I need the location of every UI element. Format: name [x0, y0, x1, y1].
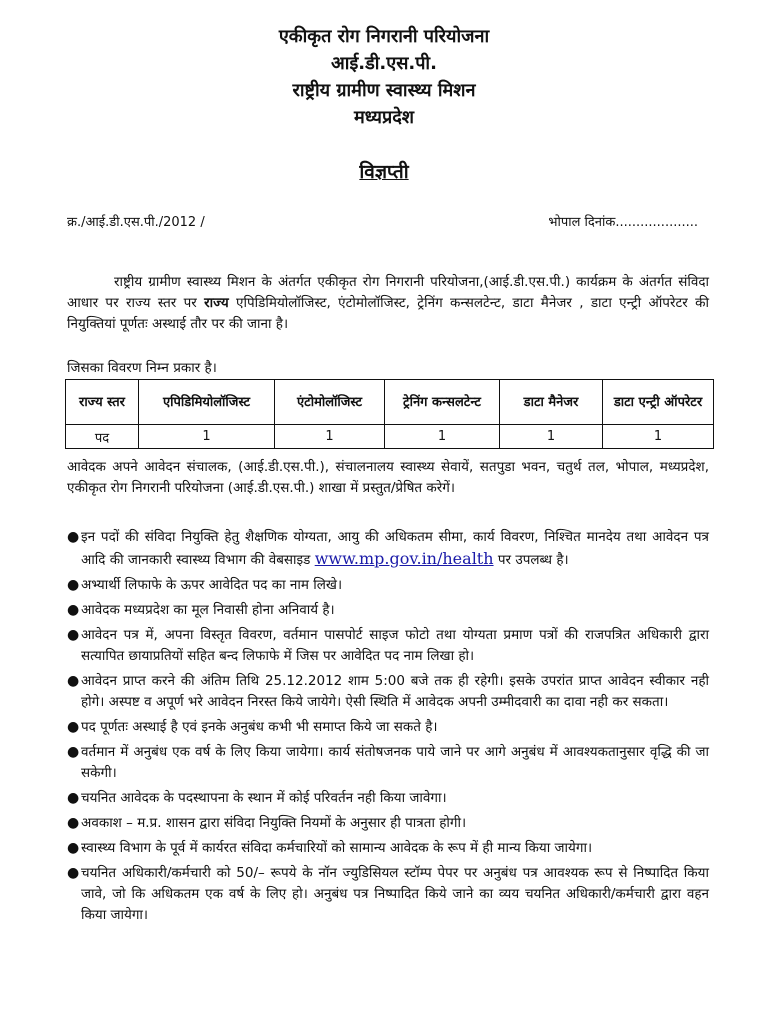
vacancy-table — [65, 379, 714, 449]
conditions-list — [67, 527, 709, 930]
bullet-icon: ● — [67, 627, 80, 643]
header-line-project: एकीकृत रोग निगरानी परियोजना — [278, 26, 490, 47]
bullet-icon: ● — [67, 577, 80, 593]
bullet-icon: ● — [67, 744, 80, 760]
bullet-icon: ● — [67, 865, 80, 881]
table-cell: 1 — [603, 425, 714, 449]
table-header-cell: ट्रेनिंग कन्सलटेन्ट — [385, 380, 500, 425]
bullet-icon: ● — [67, 790, 80, 806]
table-cell: 1 — [139, 425, 275, 449]
list-item: ● स्वास्थ्य विभाग के पूर्व में कार्यरत संविदा कर्मचारियों को सामान्य आवेदक के रूप में ही मान्य किया जायेगा। — [67, 838, 709, 859]
bullet-icon: ● — [67, 719, 80, 735]
table-header-cell: डाटा एन्ट्री ऑपरेटर — [603, 380, 714, 425]
table-cell-label: पद — [66, 425, 139, 449]
list-item: ● आवेदन प्राप्त करने की अंतिम तिथि 25.12.2012 शाम 5:00 बजे तक ही रहेगी। इसके उपरांत प्राप्त आवेदन स्वीकार नही होगे। अस्पष्ट व अपूर्ण भरे आवेदन निरस्त किये जायेगे। ऐसी स्थिति में आवेदक अपनी उम्मीदवारी का दावा नही कर सकता। — [67, 673, 709, 710]
bullet-icon: ● — [67, 815, 80, 831]
bullet-icon: ● — [67, 673, 80, 689]
header-line-idsp: आई.डी.एस.पी. — [331, 53, 437, 74]
list-item: ● अभ्यार्थी लिफाफे के ऊपर आवेदित पद का नाम लिखे। — [67, 575, 709, 596]
list-item: ● चयनित आवेदक के पदस्थापना के स्थान में कोई परिवर्तन नही किया जावेगा। — [67, 788, 709, 809]
intro-details-line: जिसका विवरण निम्न प्रकार है। — [67, 360, 217, 376]
table-header-cell: राज्य स्तर — [66, 380, 139, 425]
table-header-row — [66, 380, 714, 425]
bullet-icon: ● — [67, 840, 80, 856]
website-link[interactable]: www.mp.gov.in/health — [314, 549, 494, 568]
table-cell: 1 — [385, 425, 500, 449]
reference-number: क्र./आई.डी.एस.पी./2012 / — [67, 215, 205, 230]
submission-paragraph: आवेदक अपने आवेदन संचालक, (आई.डी.एस.पी.), संचालनालय स्वास्थ्य सेवायें, सतपुडा भवन, चतुर्थ तल, भोपाल, मध्यप्रदेश, एकीकृत रोग निगरानी परियोजना (आई.डी.एस.पी.) शाखा में प्रस्तुत/प्रेषित करेगें। — [67, 459, 709, 496]
intro-paragraph: राष्ट्रीय ग्रामीण स्वास्थ्य मिशन के अंतर्गत एकीकृत रोग निगरानी परियोजना,(आई.डी.एस.पी.) कार्यक्रम के अंतर्गत संविदा आधार पर राज्य स्तर पर राज्य एपिडिमियोलॉजिस्ट, एंटोमोलॉजिस्ट, ट्रेनिंग कन्सलटेन्ट, डाटा मैनेजर , डाटा एन्ट्री ऑपरेटर की नियुक्तियां पूर्णतः अस्थाई तौर पर की जाना है। — [67, 274, 709, 332]
bullet-icon: ● — [67, 529, 80, 545]
table-cell: 1 — [500, 425, 603, 449]
header-line-nrhm: राष्ट्रीय ग्रामीण स्वास्थ्य मिशन — [292, 80, 476, 101]
list-item: ● इन पदों की संविदा नियुक्ति हेतु शैक्षणिक योग्यता, आयु की अधिकतम सीमा, कार्य विवरण, निश्चित मानदेय तथा आवेदन पत्र आदि की जानकारी स्वास्थ्य विभाग की वेबसाइड www.mp.gov.in/health पर उपलब्ध है। — [67, 529, 709, 568]
table-header-cell: डाटा मैनेजर — [500, 380, 603, 425]
list-item: ● अवकाश – म.प्र. शासन द्वारा संविदा नियुक्ति नियमों के अनुसार ही पात्रता होगी। — [67, 813, 709, 834]
list-item: ● आवेदन पत्र में, अपना विस्तृत विवरण, वर्तमान पासपोर्ट साइज फोटो तथा योग्यता प्रमाण पत्रों की राजपत्रित अधिकारी द्वारा सत्यापित छायाप्रतियों सहित बन्द लिफाफे में जिस पर आवेदित पद नाम लिखा हो। — [67, 627, 709, 664]
intro-bold-state: राज्य — [204, 295, 229, 311]
list-item: ● चयनित अधिकारी/कर्मचारी को 50/– रूपये के नॉन ज्युडिसियल स्टॉम्प पेपर पर अनुबंध पत्र आवश्यक रूप से निष्पादित किया जावे, जो कि अधिकतम एक वर्ष के लिए हो। अनुबंध पत्र निष्पादित किये जाने का व्यय चयनित अधिकारी/कर्मचारी द्वारा वहन किया जायेगा। — [67, 865, 709, 923]
document-header — [0, 23, 768, 131]
header-line-state: मध्यप्रदेश — [353, 107, 414, 128]
reference-line — [67, 212, 698, 230]
list-item: ● पद पूर्णतः अस्थाई है एवं इनके अनुबंध कभी भी समाप्त किये जा सकते है। — [67, 717, 709, 738]
bullet-icon: ● — [67, 602, 80, 618]
table-row — [66, 425, 714, 449]
notice-title: विज्ञप्ती — [359, 161, 409, 183]
list-item: ● आवेदक मध्यप्रदेश का मूल निवासी होना अनिवार्य है। — [67, 600, 709, 621]
table-header-cell: एंटोमोलॉजिस्ट — [275, 380, 385, 425]
table-cell: 1 — [275, 425, 385, 449]
reference-date: भोपाल दिनांक.................... — [548, 215, 698, 230]
list-item: ● वर्तमान में अनुबंध एक वर्ष के लिए किया जायेगा। कार्य संतोषजनक पाये जाने पर आगे अनुबंध में आवश्यकतानुसार वृद्धि की जा सकेगी। — [67, 744, 709, 781]
table-header-cell: एपिडिमियोलॉजिस्ट — [139, 380, 275, 425]
